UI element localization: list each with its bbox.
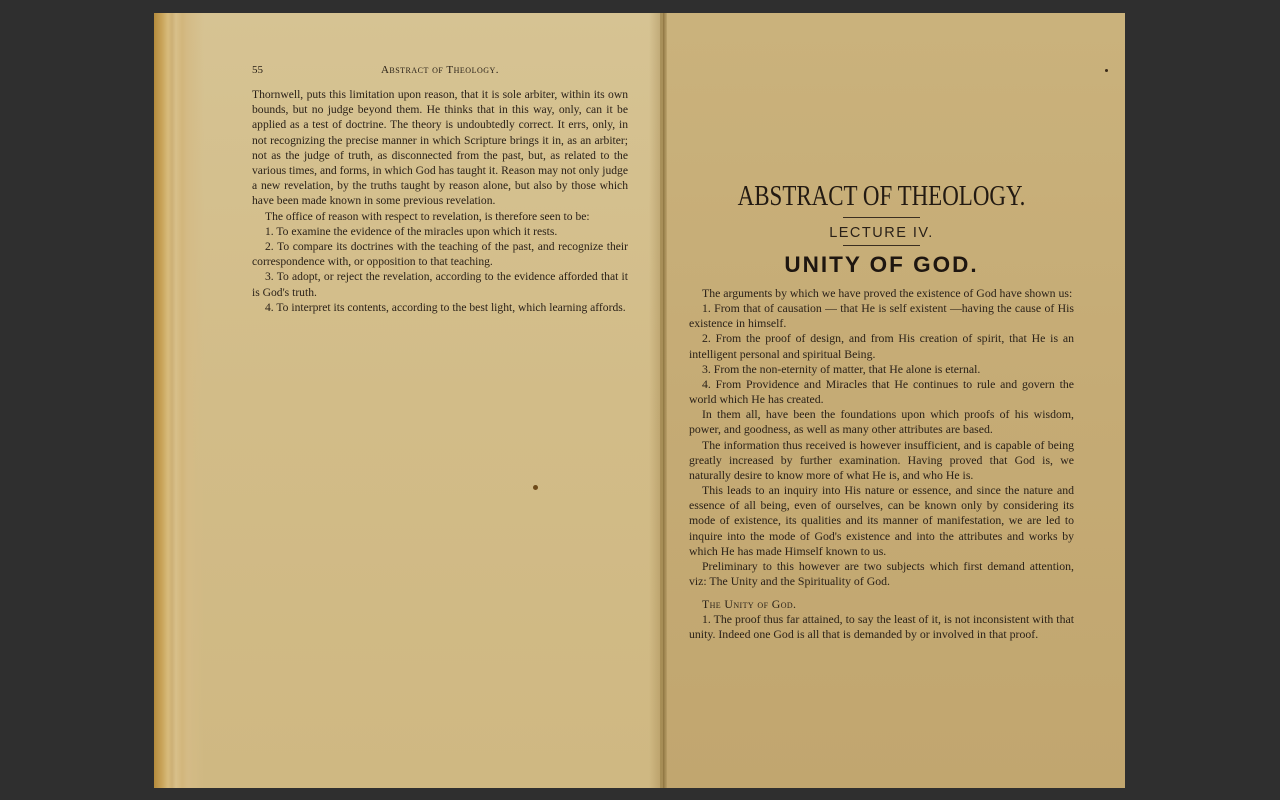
- running-head: [252, 63, 628, 77]
- paragraph: This leads to an inquiry into His nature or essence, and since the nature and essence of all being, even of ourselves, can be known only by considering its mode of existence, its qualities and its manner of manifestation, we are led to inquire into the mode of God's existence and into the attributes and works by which He has made Himself known to us.: [689, 483, 1074, 558]
- paragraph: The arguments by which we have proved the existence of God have shown us:: [702, 286, 1073, 300]
- chapter-title: UNITY OF GOD.: [784, 252, 979, 277]
- paper-blemish: [533, 485, 538, 490]
- list-item: 3. To adopt, or reject the revelation, according to the evidence afforded that it is God's truth.: [252, 270, 628, 299]
- lecture-rule: [843, 245, 920, 246]
- list-item: 1. From that of causation — that He is self existent —having the cause of His existence in himself.: [689, 301, 1074, 331]
- list-item: 3. From the non-eternity of matter, that He alone is eternal.: [702, 361, 981, 376]
- list-item: 2. To compare its doctrines with the teaching of the past, and recognize their correspondence with, or opposition to that teaching.: [252, 240, 628, 269]
- list-item: 1. The proof thus far attained, to say the least of it, is not inconsistent with that unity. Indeed one God is all that is demanded by or involved in that proof.: [689, 612, 1074, 642]
- running-title: Abstract of Theology.: [380, 64, 500, 76]
- left-page-body: [252, 87, 628, 315]
- paragraph: The information thus received is however insufficient, and is capable of being greatly increased by further examination. Having proved that God is, we naturally desire to know more of what He is, and who He is.: [689, 437, 1074, 482]
- section-heading: The Unity of God.: [702, 597, 797, 612]
- paragraph: Thornwell, puts this limitation upon reason, that it is sole arbiter, within its own bounds, but no judge beyond them. He thinks that in this way, only, can it be applied as a test of doctrine. The theory is undoubtedly correct. It errs, only, in not recognizing the precise manner in which Scripture brings it in, as an arbiter; not as the judge of truth, as disconnected from the past, but, as related to the various times, and forms, in which God has taught it. Reason may not only judge a new revelation, by the truths taught by reason alone, but also by those which have been made known in some previous revelation.: [252, 88, 628, 208]
- list-item: 2. From the proof of design, and from His creation of spirit, that He is an intelligent personal and spiritual Being.: [689, 331, 1074, 361]
- paragraph: The office of reason with respect to revelation, is therefore seen to be:: [265, 209, 590, 223]
- lecture-heading: LECTURE IV.: [829, 225, 934, 241]
- book-title: ABSTRACT OF THEOLOGY.: [737, 181, 1026, 212]
- book-spread: [154, 13, 1125, 788]
- paragraph: Preliminary to this however are two subjects which first demand attention, viz: The Unity and the Spirituality of God.: [689, 558, 1074, 588]
- title-rule: [843, 217, 920, 218]
- left-page: [154, 13, 663, 788]
- chapter-text: [689, 286, 1074, 643]
- list-item: 1. To examine the evidence of the miracles upon which it rests.: [265, 224, 558, 238]
- page-number: 55: [252, 64, 263, 76]
- list-item: 4. To interpret its contents, according to the best light, which learning affords.: [265, 300, 626, 314]
- list-item: 4. From Providence and Miracles that He continues to rule and govern the world which He has created.: [689, 376, 1074, 407]
- right-page: [663, 13, 1125, 788]
- paragraph: In them all, have been the foundations upon which proofs of his wisdom, power, and goodness, as well as many other attributes are based.: [689, 407, 1074, 437]
- right-page-body: [689, 180, 1074, 643]
- paper-blemish: [1105, 69, 1108, 72]
